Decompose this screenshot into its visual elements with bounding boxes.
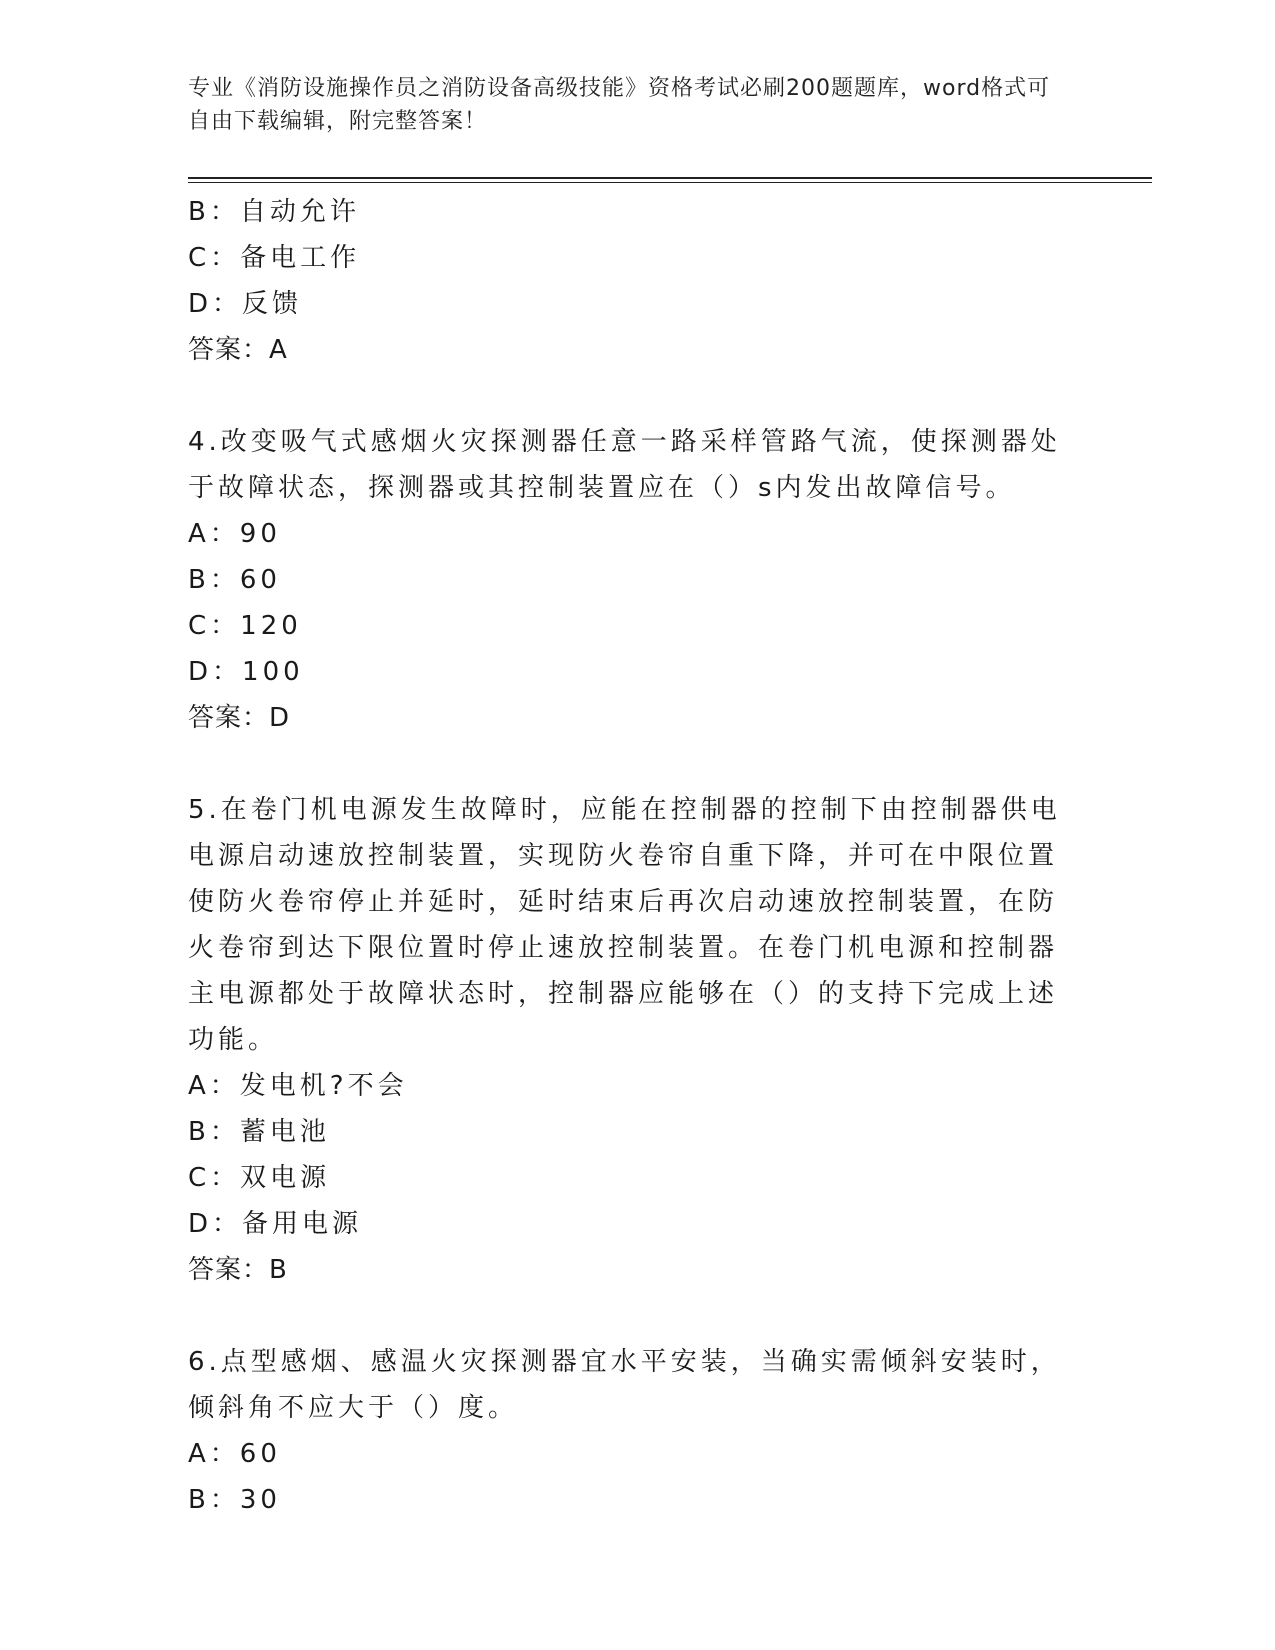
question-3-answer: 答案：A xyxy=(188,335,288,365)
question-5-option-a: A：发电机?不会 xyxy=(188,1071,408,1101)
question-5-answer: 答案：B xyxy=(188,1255,288,1285)
question-6-option-b: B：30 xyxy=(188,1485,281,1515)
question-4 xyxy=(188,419,1068,741)
header-rule-thick xyxy=(188,177,1152,179)
question-3-option-c: C：备电工作 xyxy=(188,243,361,273)
question-4-option-b: B：60 xyxy=(188,565,281,595)
question-4-option-d: D：100 xyxy=(188,657,304,687)
question-content xyxy=(188,189,1068,1523)
question-6-option-a: A：60 xyxy=(188,1439,281,1469)
question-4-option-a: A：90 xyxy=(188,519,281,549)
question-6 xyxy=(188,1339,1068,1523)
question-5-stem: 5.在卷门机电源发生故障时，应能在控制器的控制下由控制器供电电源启动速放控制装置，实现防火卷帘自重下降，并可在中限位置使防火卷帘停止并延时，延时结束后再次启动速放控制装置，在防火卷帘到达下限位置时停止速放控制装置。在卷门机电源和控制器主电源都处于故障状态时，控制器应能够在（）的支持下完成上述功能。 xyxy=(188,795,1061,1055)
header-rule-thin xyxy=(188,182,1152,183)
question-6-stem: 6.点型感烟、感温火灾探测器宜水平安装，当确实需倾斜安装时，倾斜角不应大于（）度。 xyxy=(188,1347,1061,1423)
question-4-option-c: C：120 xyxy=(188,611,302,641)
page-header: 专业《消防设施操作员之消防设备高级技能》资格考试必刷200题题库，word格式可自由下载编辑，附完整答案！ xyxy=(188,76,1051,134)
question-4-stem: 4.改变吸气式感烟火灾探测器任意一路采样管路气流，使探测器处于故障状态，探测器或其控制装置应在（）s内发出故障信号。 xyxy=(188,427,1061,503)
question-3 xyxy=(188,189,1068,373)
question-3-option-d: D：反馈 xyxy=(188,289,303,319)
question-5-option-c: C：双电源 xyxy=(188,1163,331,1193)
question-5 xyxy=(188,787,1068,1293)
question-5-option-b: B：蓄电池 xyxy=(188,1117,330,1147)
question-3-option-b: B：自动允许 xyxy=(188,197,360,227)
question-4-answer: 答案：D xyxy=(188,703,291,733)
question-5-option-d: D：备用电源 xyxy=(188,1209,363,1239)
